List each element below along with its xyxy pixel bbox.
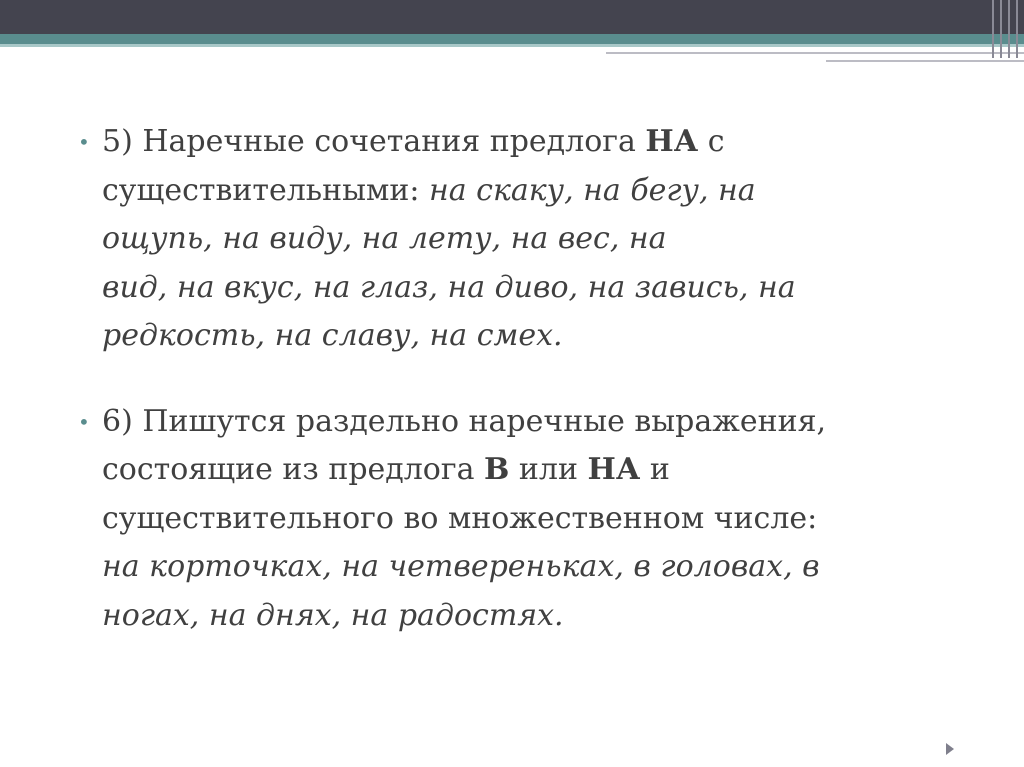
text-line	[102, 167, 958, 216]
text-segment: НА	[645, 124, 699, 159]
text-line	[102, 215, 958, 264]
text-segment: ногах, на днях, на радостях.	[102, 597, 564, 633]
text-segment: существительными:	[102, 172, 429, 208]
text-line	[102, 398, 958, 447]
text-line	[102, 543, 958, 592]
text-line	[102, 118, 958, 167]
text-segment: 5) Наречные сочетания предлога	[102, 124, 646, 159]
text-segment: на скаку, на бегу, на	[428, 172, 756, 208]
bullet-dot-icon: •	[78, 130, 90, 154]
text-line	[102, 446, 958, 495]
header-teal-band	[0, 34, 1024, 44]
text-line	[102, 495, 958, 544]
bullet-item	[78, 118, 958, 361]
text-segment: вид, на вкус, на глаз, на диво, на завись, на	[102, 269, 796, 305]
text-segment: на корточках, на четвереньках, в головах, в	[102, 549, 820, 584]
text-segment: или	[509, 452, 588, 487]
text-segment: с	[698, 124, 725, 159]
text-segment: В	[484, 452, 510, 487]
bullet-dot-icon: •	[78, 409, 90, 434]
header-teal-highlight	[0, 44, 1024, 47]
text-segment: и	[640, 452, 670, 487]
text-line	[102, 264, 958, 313]
text-segment: 6) Пишутся раздельно наречные выражения,	[102, 403, 827, 439]
text-segment: редкость, на славу, на смех.	[102, 318, 563, 353]
text-segment: состоящие из предлога	[102, 452, 485, 487]
text-segment: существительного во множественном числе:	[102, 500, 818, 536]
header-stripe	[826, 60, 1024, 62]
text-segment: НА	[587, 452, 641, 487]
slide-content	[78, 118, 958, 677]
text-line	[102, 592, 958, 641]
header-stripe	[606, 52, 1024, 54]
bullet-item	[78, 398, 958, 641]
play-arrow-icon[interactable]	[946, 743, 954, 755]
text-line	[102, 312, 958, 361]
text-segment: ощупь, на виду, на лету, на вес, на	[102, 221, 667, 256]
corner-decoration	[990, 0, 1024, 44]
header-dark-band	[0, 0, 1024, 34]
